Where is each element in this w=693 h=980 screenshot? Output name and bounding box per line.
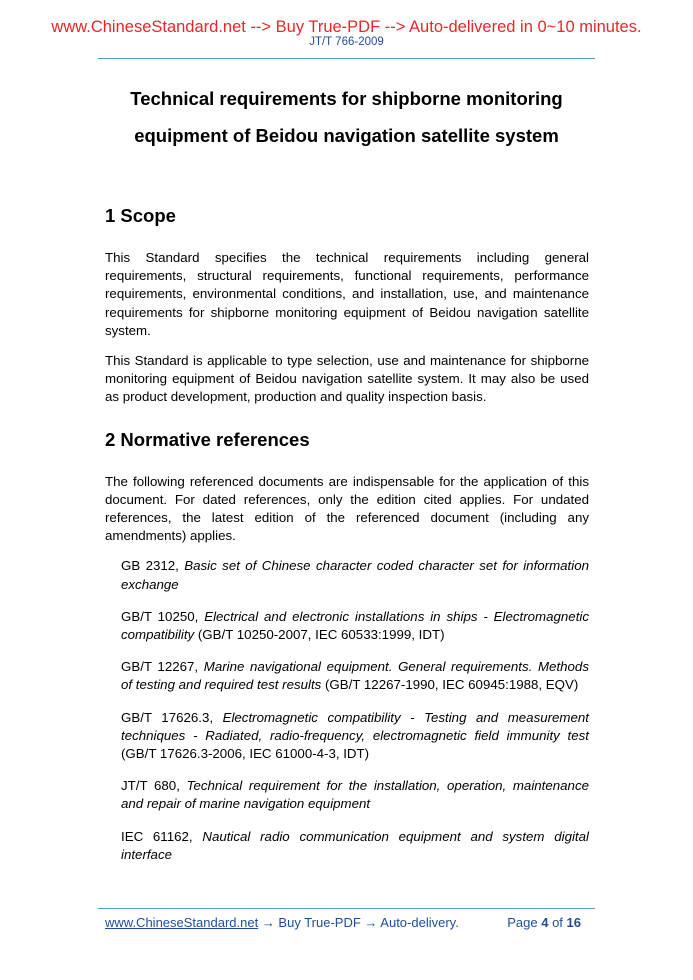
header-divider	[98, 58, 595, 59]
footer-site-link[interactable]: www.ChineseStandard.net	[105, 915, 259, 930]
document-title	[100, 80, 593, 154]
document-body	[105, 202, 589, 864]
reference-item: JT/T 680, Technical requirement for the installation, operation, maintenance and repair of marine navigation equipment	[121, 778, 589, 812]
reference-item: IEC 61162, Nautical radio communication equipment and system digital interface	[121, 828, 589, 862]
reference-item: GB/T 17626.3, Electromagnetic compatibility - Testing and measurement techniques - Radiated, radio-frequency, electromagnetic field immunity test (GB/T 17626.3-2006, IEC 61000-4-3, IDT)	[121, 709, 589, 762]
reference-item: GB 2312, Basic set of Chinese character coded character set for information exchange	[121, 558, 589, 592]
promo-banner[interactable]: www.ChineseStandard.net --> Buy True-PDF --> Auto-delivered in 0~10 minutes.	[51, 18, 642, 36]
footer-tagline: → Buy True-PDF → Auto-delivery.	[258, 915, 459, 930]
page-footer	[105, 915, 589, 931]
section-heading-normative-references: 2 Normative references	[105, 428, 310, 450]
scope-paragraph-1: This Standard specifies the technical requirements including general requirements, structural requirements, functional requirements, performance requirements, environmental conditions, and installation, use, and maintenance requirements for shipborne monitoring equipment of Beidou navigation satellite system.	[105, 250, 589, 338]
normative-intro-paragraph: The following referenced documents are indispensable for the application of this document. For dated references, only the edition cited applies. For undated references, the latest edition of the referenced document (including any amendments) applies.	[105, 473, 589, 544]
scope-paragraph-2: This Standard is applicable to type selection, use and maintenance for shipborne monitoring equipment of Beidou navigation satellite system. It may also be used as product development, production and quality inspection basis.	[105, 353, 589, 405]
current-page: 4	[541, 915, 549, 930]
reference-item: GB/T 10250, Electrical and electronic installations in ships - Electromagnetic compatibility (GB/T 10250-2007, IEC 60533:1999, IDT)	[121, 608, 589, 643]
document-code: JT/T 766-2009	[309, 36, 384, 48]
page-indicator: Page 4 of 16	[507, 915, 581, 930]
title-line-1: Technical requirements for shipborne monitoring	[130, 88, 563, 109]
reference-item: GB/T 12267, Marine navigational equipment. General requirements. Methods of testing and required test results (GB/T 12267-1990, IEC 60945:1988, EQV)	[121, 659, 589, 693]
reference-list	[105, 557, 589, 864]
section-heading-scope: 1 Scope	[105, 205, 176, 226]
title-line-2: equipment of Beidou navigation satellite system	[134, 125, 559, 146]
total-pages: 16	[566, 915, 581, 930]
footer-divider	[98, 908, 595, 909]
